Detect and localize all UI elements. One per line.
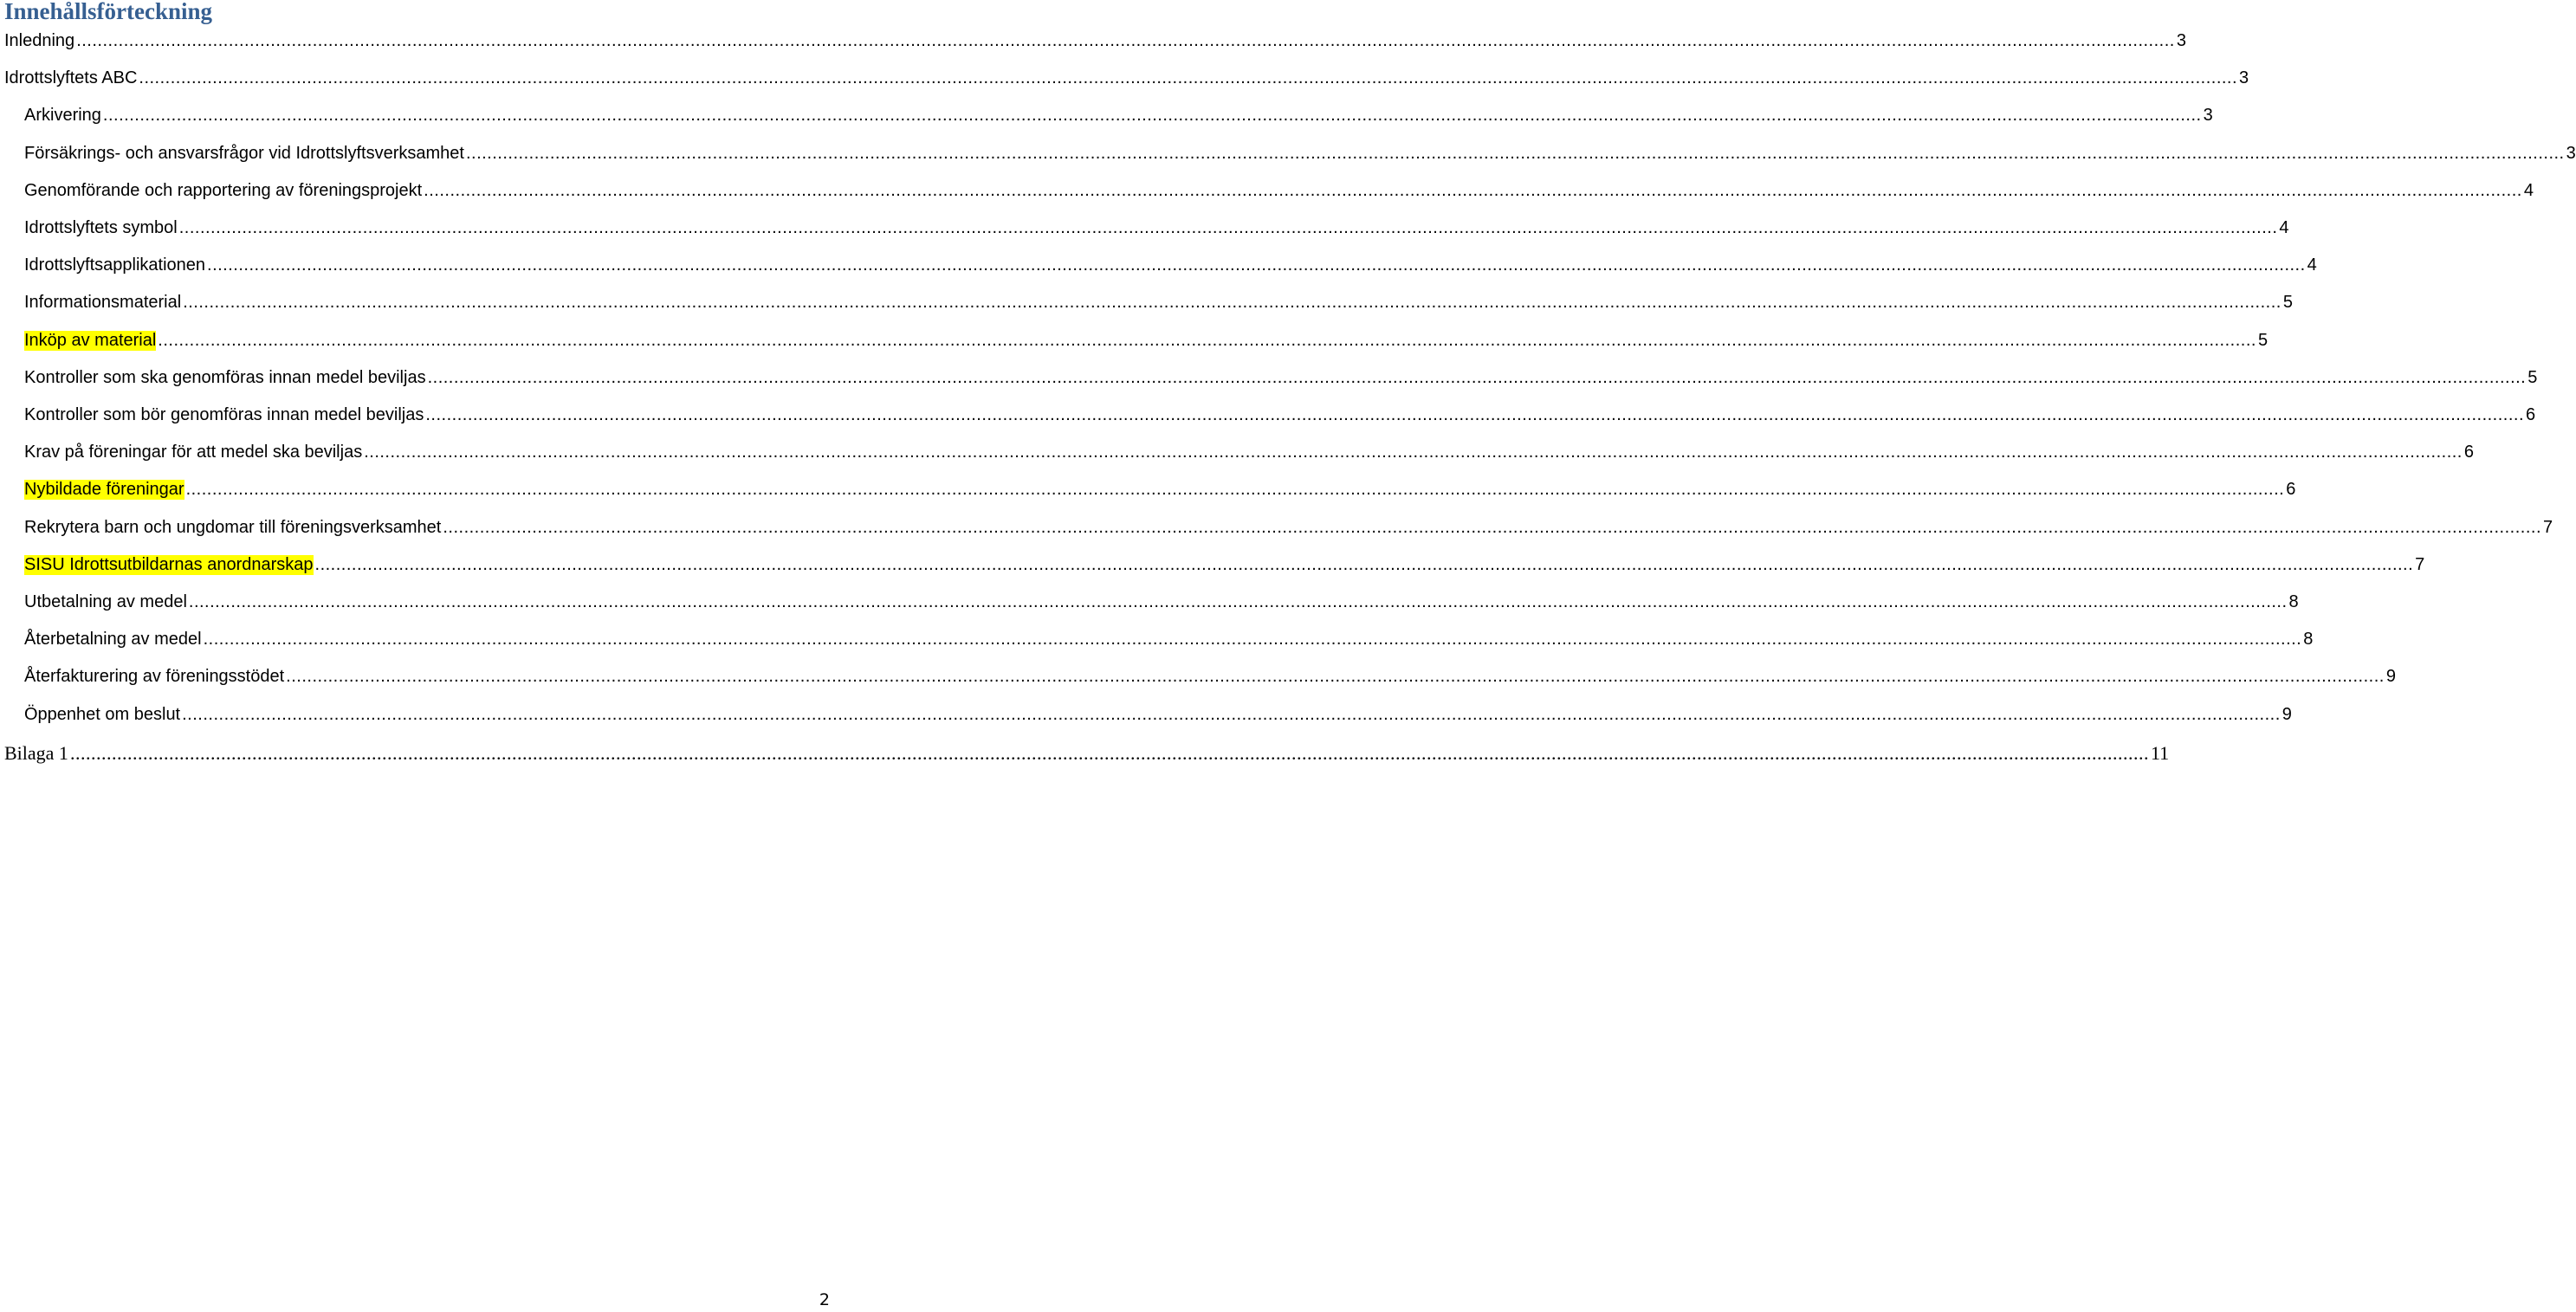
toc-entry[interactable] xyxy=(0,143,2576,168)
toc-entry-label: Informationsmaterial xyxy=(24,293,182,313)
page-number: 2 xyxy=(819,1290,830,1309)
toc-entry[interactable] xyxy=(0,704,2292,729)
toc-entry-label: Genomförande och rapportering av föreningsprojekt xyxy=(24,180,423,200)
toc-dot-leader: ................................................................................................................................................................................................................................................................................................................................................................................................................ xyxy=(102,106,2202,126)
toc-dot-leader: ................................................................................................................................................................................................................................................................................................................................................................................................................ xyxy=(69,741,2149,764)
toc-entry-label: Återbetalning av medel xyxy=(24,630,202,650)
toc-entry-label: SISU Idrottsutbildarnas anordnarskap xyxy=(24,554,314,574)
toc-entry[interactable] xyxy=(0,630,2314,654)
toc-dot-leader: ................................................................................................................................................................................................................................................................................................................................................................................................................ xyxy=(314,554,2414,574)
toc-entry[interactable] xyxy=(0,741,2170,766)
toc-entry[interactable] xyxy=(0,517,2553,542)
toc-entry-label: Idrottslyftets symbol xyxy=(24,218,178,237)
toc-entry[interactable] xyxy=(0,592,2299,617)
toc-dot-leader: ................................................................................................................................................................................................................................................................................................................................................................................................................ xyxy=(185,480,2285,500)
toc-entry-page: 9 xyxy=(2282,704,2292,724)
toc-dot-leader: ................................................................................................................................................................................................................................................................................................................................................................................................................ xyxy=(443,517,2541,537)
toc-dot-leader: ................................................................................................................................................................................................................................................................................................................................................................................................................ xyxy=(427,367,2527,387)
toc-entry-label: Idrottslyftsapplikationen xyxy=(24,255,206,275)
toc-dot-leader: ................................................................................................................................................................................................................................................................................................................................................................................................................ xyxy=(465,143,2565,163)
toc-entry-page: 4 xyxy=(2279,218,2289,237)
toc-entry-page: 6 xyxy=(2526,405,2536,424)
toc-dot-leader: ................................................................................................................................................................................................................................................................................................................................................................................................................ xyxy=(364,443,2463,462)
toc-entry-label: Återfakturering av föreningsstödet xyxy=(24,667,285,687)
toc-entry-label: Rekrytera barn och ungdomar till föreningsverksamhet xyxy=(24,517,442,537)
toc-dot-leader: ................................................................................................................................................................................................................................................................................................................................................................................................................ xyxy=(76,31,2175,50)
toc-entry-page: 11 xyxy=(2150,741,2170,764)
toc-entry[interactable] xyxy=(0,180,2534,205)
toc-entry-label: Idrottslyftets ABC xyxy=(4,68,138,88)
toc-entry[interactable] xyxy=(0,218,2289,242)
toc-entry-page: 7 xyxy=(2415,554,2425,574)
toc-entry-page: 8 xyxy=(2303,630,2314,650)
toc-entry-page: 3 xyxy=(2203,106,2213,126)
toc-dot-leader: ................................................................................................................................................................................................................................................................................................................................................................................................................ xyxy=(425,405,2525,424)
toc-entry-page: 5 xyxy=(2257,330,2269,350)
toc-dot-leader: ................................................................................................................................................................................................................................................................................................................................................................................................................ xyxy=(203,630,2302,650)
toc-entry[interactable] xyxy=(0,405,2536,430)
toc-entry-label: Försäkrings- och ansvarsfrågor vid Idrottslyftsverksamhet xyxy=(24,143,464,163)
toc-entry[interactable] xyxy=(0,330,2269,355)
toc-entry-label: Kontroller som ska genomföras innan medel beviljas xyxy=(24,367,426,387)
toc-entry-page: 5 xyxy=(2282,293,2293,313)
toc-dot-leader: ................................................................................................................................................................................................................................................................................................................................................................................................................ xyxy=(182,704,2281,724)
toc-entry-label: Nybildade föreningar xyxy=(24,480,184,500)
toc-dot-leader: ................................................................................................................................................................................................................................................................................................................................................................................................................ xyxy=(424,180,2522,200)
toc-dot-leader: ................................................................................................................................................................................................................................................................................................................................................................................................................ xyxy=(158,330,2256,350)
toc-entry-page: 7 xyxy=(2543,517,2553,537)
toc-entry-label: Inledning xyxy=(4,31,75,50)
toc-entry-page: 6 xyxy=(2286,480,2296,500)
toc-entry-page: 3 xyxy=(2176,31,2186,50)
toc-dot-leader: ................................................................................................................................................................................................................................................................................................................................................................................................................ xyxy=(286,667,2385,687)
toc-entry[interactable] xyxy=(0,31,2186,55)
toc-entry-label: Krav på föreningar för att medel ska beviljas xyxy=(24,443,363,462)
toc-heading: Innehållsförteckning xyxy=(4,0,213,24)
toc-dot-leader: ................................................................................................................................................................................................................................................................................................................................................................................................................ xyxy=(139,68,2238,88)
toc-entry-label: Öppenhet om beslut xyxy=(24,704,181,724)
toc-entry[interactable] xyxy=(0,367,2538,392)
toc-dot-leader: ................................................................................................................................................................................................................................................................................................................................................................................................................ xyxy=(178,218,2278,237)
toc-entry-page: 5 xyxy=(2527,367,2538,387)
toc-entry-label: Utbetalning av medel xyxy=(24,592,187,611)
toc-dot-leader: ................................................................................................................................................................................................................................................................................................................................................................................................................ xyxy=(183,293,2282,313)
toc-entry-page: 4 xyxy=(2307,255,2317,275)
toc-entry[interactable] xyxy=(0,480,2296,504)
toc-entry[interactable] xyxy=(0,293,2293,317)
toc-entry[interactable] xyxy=(0,106,2213,130)
toc-entry-label: Arkivering xyxy=(24,106,101,126)
toc-entry-page: 9 xyxy=(2385,667,2396,687)
toc-entry[interactable] xyxy=(0,68,2249,93)
toc-entry-label: Inköp av material xyxy=(24,330,157,350)
toc-entry-page: 4 xyxy=(2523,180,2534,200)
toc-entry-page: 3 xyxy=(2239,68,2249,88)
toc-entry[interactable] xyxy=(0,667,2396,691)
toc-entry-page: 3 xyxy=(2566,143,2576,163)
toc-entry-label: Bilaga 1 xyxy=(4,741,68,764)
toc-entry[interactable] xyxy=(0,443,2474,467)
toc-entry-label: Kontroller som bör genomföras innan medel beviljas xyxy=(24,405,424,424)
toc-entry-page: 8 xyxy=(2288,592,2299,611)
toc-entry[interactable] xyxy=(0,255,2317,280)
toc-dot-leader: ................................................................................................................................................................................................................................................................................................................................................................................................................ xyxy=(188,592,2288,611)
toc-dot-leader: ................................................................................................................................................................................................................................................................................................................................................................................................................ xyxy=(207,255,2306,275)
toc-entry[interactable] xyxy=(0,554,2425,579)
toc-entry-page: 6 xyxy=(2463,443,2474,462)
